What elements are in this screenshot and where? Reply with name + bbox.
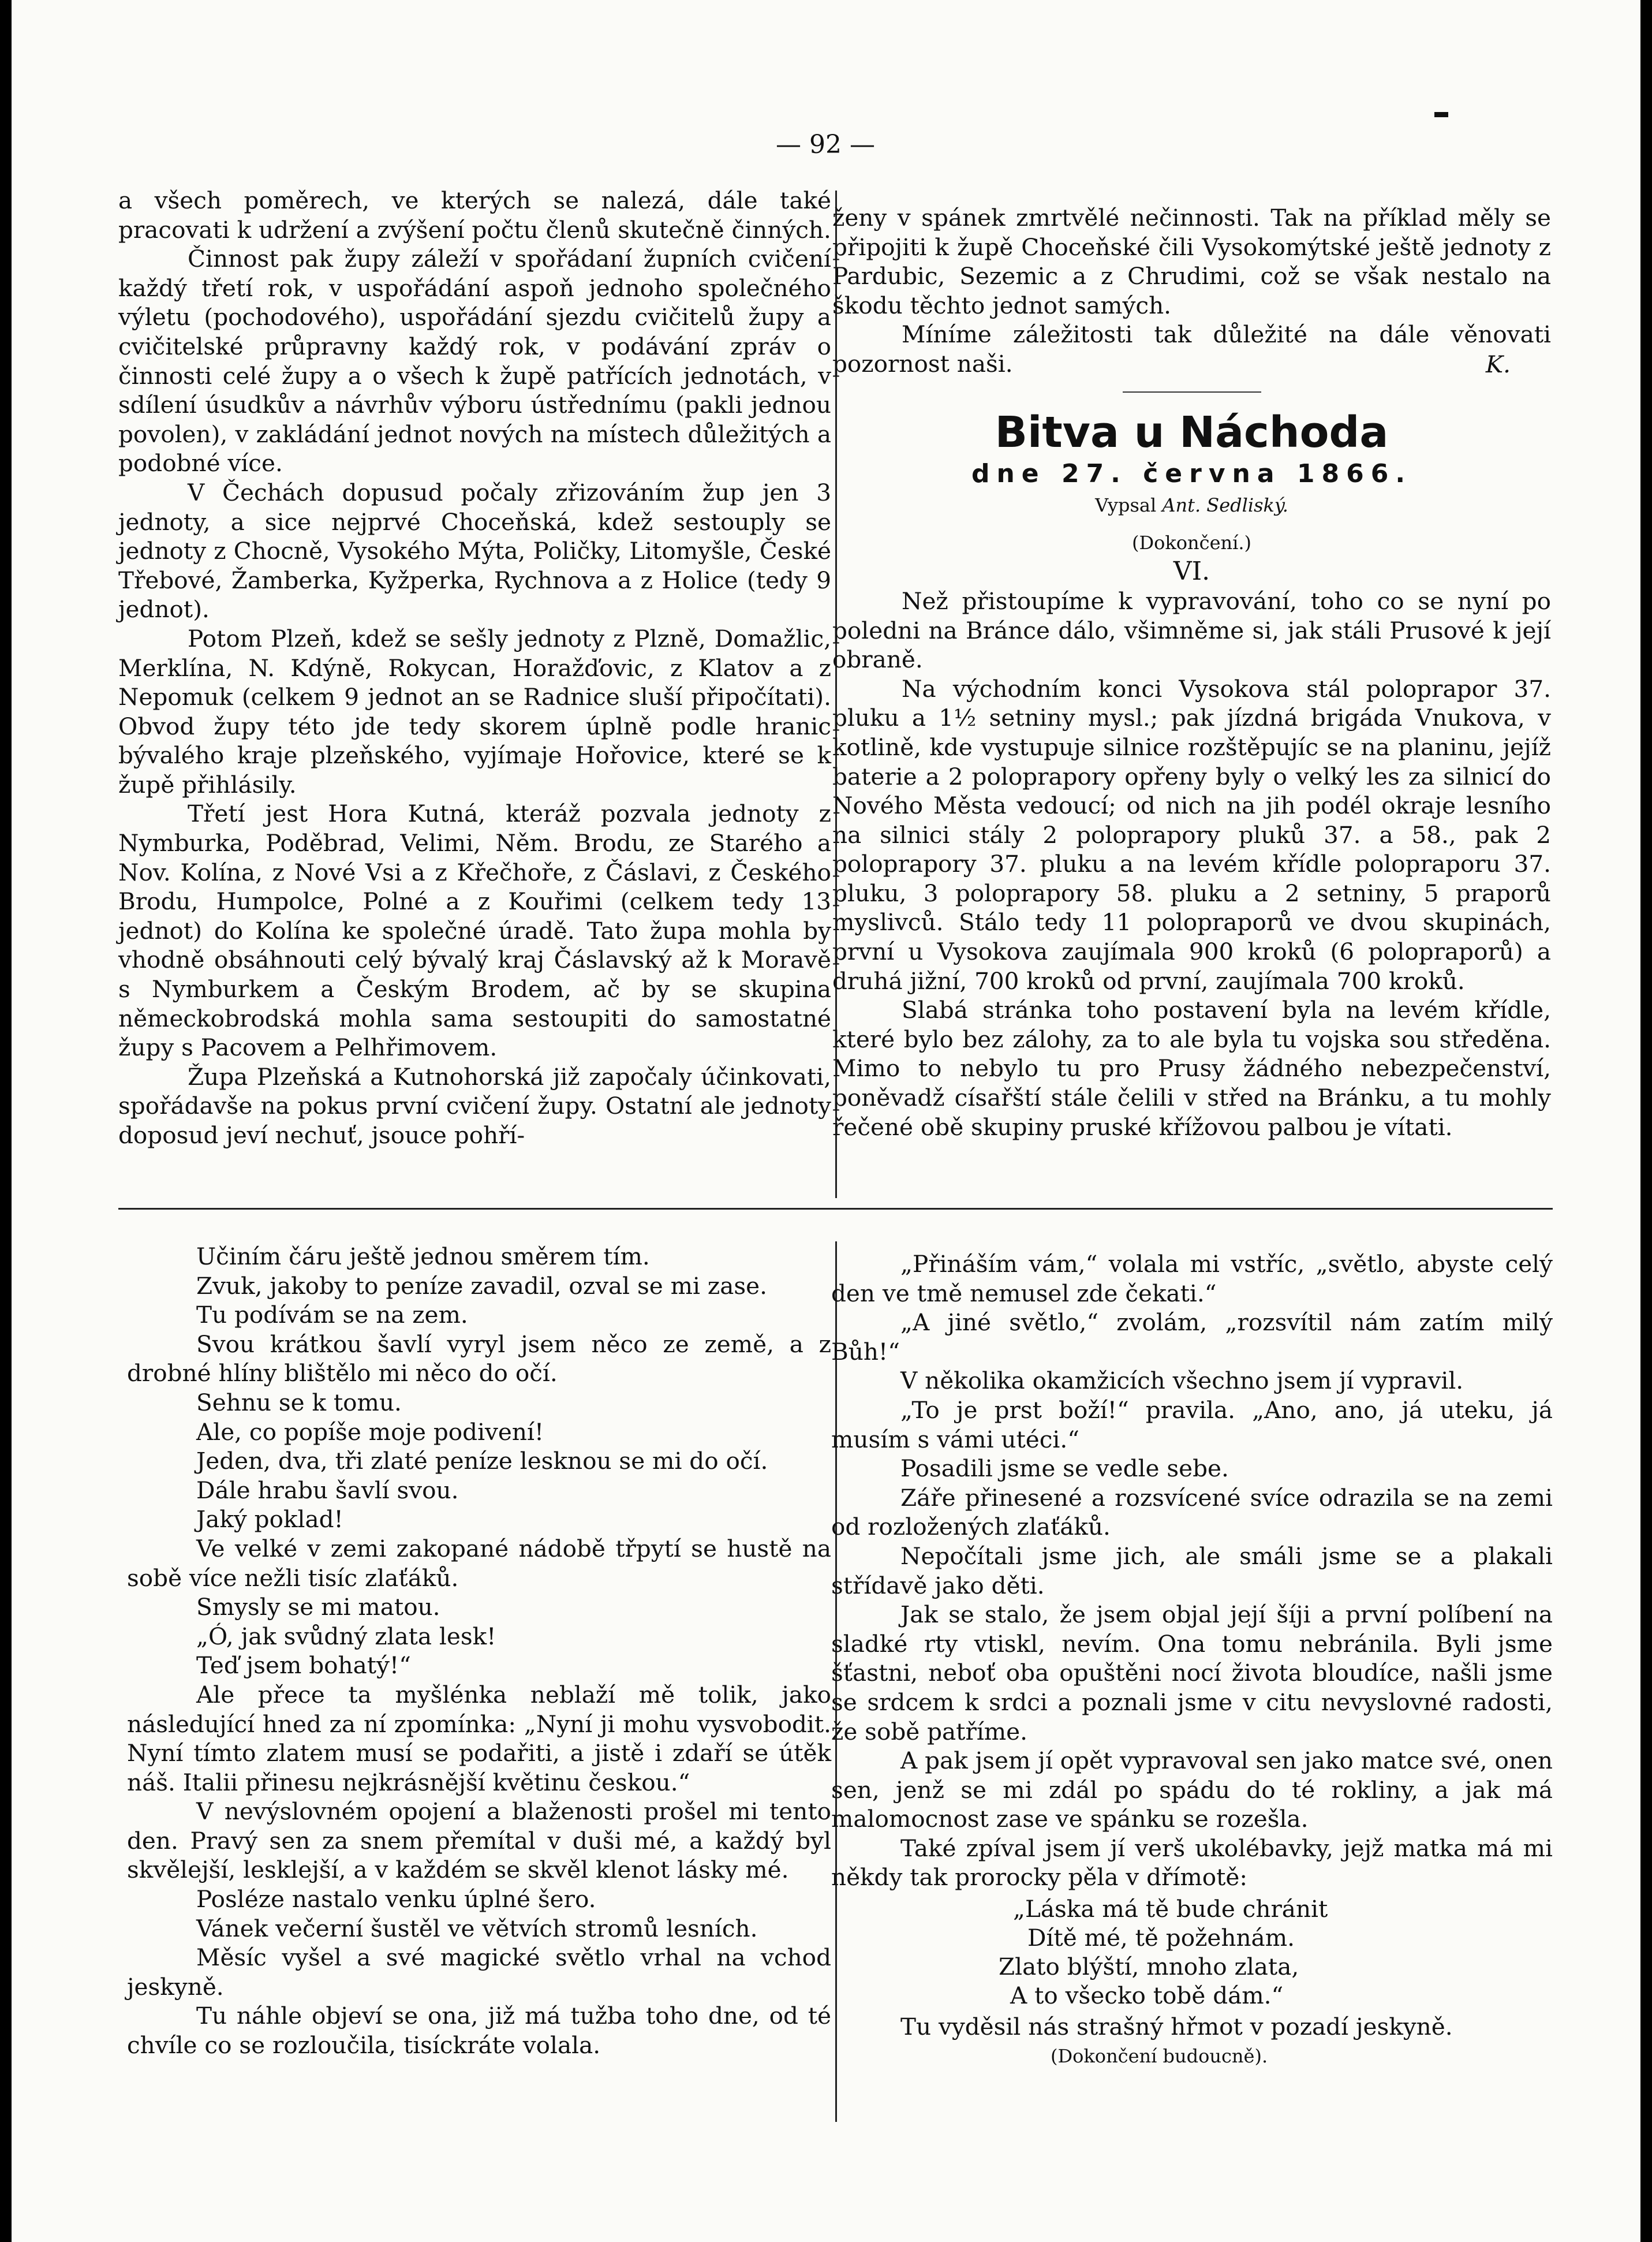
article-date: dne 27. června 1866.	[971, 459, 1412, 489]
paragraph: Měsíc vyšel a své magické světlo vrhal na vchod jeskyně.	[127, 1943, 831, 2001]
paragraph: Ale přece ta myšlénka neblaží mě tolik, jako následující hned za ní zpomínka: „Nyní ji mohu vysvobodit. Nyní tímto zlatem musí se podařiti, a jistě i zdaří se útěk náš. Italii přinesu nejkrásnější květinu českou.“	[127, 1680, 831, 1796]
paragraph: Tu náhle objeví se ona, již má tužba toho dne, od té chvíle co se rozloučila, tisíckráte volala.	[127, 2002, 831, 2060]
paragraph: Zvuk, jakoby to peníze zavadil, ozval se mi zase.	[196, 1271, 767, 1300]
paragraph: Smysly se mi matou.	[196, 1593, 440, 1621]
byline-prefix: Vypsal	[1095, 494, 1157, 517]
paragraph: „Ó, jak svůdný zlata lesk!	[196, 1622, 496, 1650]
paragraph: Posadili jsme se vedle sebe.	[900, 1454, 1229, 1483]
paragraph: Ve velké v zemi zakopané nádobě třpytí se hustě na sobě více nežli tisíc zlaťáků.	[127, 1534, 831, 1592]
paragraph: Vánek večerní šustěl ve větvích stromů lesních.	[196, 1914, 758, 1942]
signature: K.	[1485, 350, 1511, 378]
top-left-column	[118, 186, 831, 1150]
paragraph: Záře přinesené a rozsvícené svíce odrazila se na zemi od rozložených zlaťáků.	[831, 1483, 1553, 1541]
paragraph: Jeden, dva, tři zlaté peníze lesknou se mi do očí.	[196, 1447, 768, 1475]
paragraph: V Čechách dopusud počaly zřizováním žup jen 3 jednoty, a sice nejprvé Choceňská, kdež sestouply se jednoty z Chocně, Vysokého Mýta, Poličky, Litomyšle, České Třebové, Žamberka, Kyžperka, Rychnova a z Holice (tedy 9 jednot).	[118, 478, 831, 624]
paragraph: ženy v spánek zmrtvělé nečinnosti. Tak na příklad měly se připojiti k župě Choceňské čili Vysokomýtské ještě jednoty z Pardubic, Sezemic a z Chrudimi, což se však nestalo na škodu těchto jednot samých.	[832, 204, 1551, 319]
byline-author: Ant. Sedliský.	[1162, 494, 1288, 517]
article-title: Bitva u Náchoda	[995, 408, 1389, 458]
paragraph: a všech poměrech, ve kterých se nalezá, dále také pracovati k udržení a zvýšení počtu členů skutečně činných.	[118, 186, 831, 244]
byline	[832, 491, 1551, 520]
paragraph: „A jiné světlo,“ zvolám, „rozsvítil nám zatím milý Bůh!“	[831, 1308, 1553, 1366]
newspaper-page	[12, 0, 1640, 2242]
poem-line: Zlato blýští, mnoho zlata,	[999, 1953, 1299, 1981]
ink-mark	[1434, 112, 1448, 117]
paragraph: „To je prst boží!“ pravila. „Ano, ano, já uteku, já musím s vámi utéci.“	[831, 1396, 1553, 1453]
paragraph: Potom Plzeň, kdež se sešly jednoty z Plzně, Domažlic, Merklína, N. Kdýně, Rokycan, Horažďovic, z Klatov a z Nepomuk (celkem 9 jednot an se Radnice sluší připočítati). Obvod župy této jde tedy skorem úplně podle hranic bývalého kraje plzeňského, vyjímaje Hořovice, které se k župě přihlásily.	[118, 624, 831, 799]
paragraph: Posléze nastalo venku úplné šero.	[196, 1885, 596, 1913]
paragraph: Tu podívám se na zem.	[196, 1301, 468, 1329]
poem-line: „Láska má tě bude chránit	[1013, 1895, 1328, 1923]
paragraph: Teď jsem bohatý!“	[196, 1651, 411, 1680]
paragraph: Než přistoupíme k vypravování, toho co se nyní po poledni na Bránce dálo, všimněme si, jak stáli Prusové k její obraně.	[832, 587, 1551, 674]
paragraph: Sehnu se k tomu.	[196, 1388, 402, 1416]
paragraph: A pak jsem jí opět vypravoval sen jako matce své, onen sen, jenž se mi zdál po spádu do té rokliny, a jak má malomocnost zase ve spánku se rozešla.	[831, 1747, 1553, 1833]
paragraph: Dále hrabu šavlí svou.	[196, 1476, 459, 1504]
paragraph: Slabá stránka toho postavení byla na levém křídle, které bylo bez zálohy, za to ale byla tu vojska sou středěna. Mimo to nebylo tu pro Prusy žádného nebezpečenství, poněvadž císařští stále čelili v střed na Bránku, a tu mohly řečené obě skupiny pruské křížovou palbou je vítati.	[832, 996, 1551, 1141]
paragraph: Nepočítali jsme jich, ale smáli jsme se a plakali střídavě jako děti.	[831, 1542, 1553, 1599]
feuilleton-divider	[118, 1208, 1553, 1210]
paragraph: Svou krátkou šavlí vyryl jsem něco ze země, a z drobné hlíny blištělo mi něco do očí.	[127, 1330, 831, 1387]
paragraph: V nevýslovném opojení a blaženosti prošel mi tento den. Pravý sen za snem přemítal v duši mé, a každý byl skvělejší, lesklejší, a v každém se skvěl klenot lásky mé.	[127, 1797, 831, 1884]
section-divider	[1123, 391, 1261, 393]
paragraph: Na východním konci Vysokova stál poloprapor 37. pluku a 1½ setniny mysl.; pak jízdná brigáda Vnukova, v kotlině, kde vystupuje silnice rozštěpujíc se na planinu, jejíž baterie a 2 poloprapory opřeny byly o velký les za silnicí do Nového Města vedoucí; od nich na jih podél okraje lesního na silnici stály 2 poloprapory pluků 37. a 58., pak 2 poloprapory 37. pluku a na levém křídle polopraporu 37. pluku, 3 poloprapory 58. pluku a 2 setniny, 5 praporů myslivců. Stálo tedy 11 polopraporů ve dvou skupinách, první u Vysokova zaujímala 900 kroků (6 polopraporů) a druhá jižní, 700 kroků od první, zaujímala 700 kroků.	[832, 674, 1551, 995]
page-number: — 92 —	[776, 130, 875, 159]
paragraph: Také zpíval jsem jí verš ukolébavky, jejž matka má mi někdy tak prorocky pěla v dřímotě:	[831, 1834, 1553, 1892]
bottom-right-column	[831, 1249, 1553, 2071]
to-be-continued: (Dokončení budoucně).	[1051, 2045, 1268, 2067]
paragraph: Učiním čáru ještě jednou směrem tím.	[196, 1243, 650, 1270]
paragraph: V několika okamžicích všechno jsem jí vypravil.	[900, 1367, 1464, 1395]
continued-label: (Dokončení.)	[1131, 531, 1252, 554]
paragraph: Ale, co popíše moje podivení!	[196, 1417, 544, 1446]
paragraph: Tu vyděsil nás strašný hřmot v pozadí jeskyně.	[900, 2013, 1453, 2041]
paragraph: Jaký poklad!	[196, 1505, 343, 1534]
paragraph: Župa Plzeňská a Kutnohorská již započaly účinkovati, spořádavše na pokus první cvičení župy. Ostatní ale jednoty doposud jeví nechuť, jsouce pohří-	[118, 1062, 831, 1149]
paragraph-text: Míníme záležitosti tak důležité na dále věnovati pozornost naši.	[832, 320, 1551, 378]
lullaby-poem	[831, 1894, 1553, 2010]
closing-paragraph	[832, 320, 1551, 378]
chapter-number: VI.	[1173, 557, 1210, 587]
bottom-left-column	[127, 1242, 831, 2060]
top-right-column	[832, 203, 1551, 1141]
paragraph: Třetí jest Hora Kutná, kteráž pozvala jednoty z Nymburka, Poděbrad, Velimi, Něm. Brodu, ze Starého a Nov. Kolína, z Nové Vsi a z Křečhoře, z Čáslavi, z Českého Brodu, Humpolce, Polné a z Kouřimi (celkem tedy 13 jednot) do Kolína ke společné úradě. Tato župa mohla by vhodně obsáhnouti celý bývalý kraj Čáslavský až k Moravě s Nymburkem a Českým Brodem, ač by se skupina německobrodská mohla sama sestoupiti do samostatné župy s Pacovem a Pelhřimovem.	[118, 800, 831, 1062]
poem-line: A to všecko tobě dám.“	[1010, 1982, 1284, 2010]
paragraph: Činnost pak župy záleží v spořádaní župních cvičení každý třetí rok, v uspořádání aspoň jednoho společného výletu (pochodového), uspořádání sjezdu cvičitelů župy a cvičitelské průpravny každý rok, v podávání zpráv o činnosti celé župy a o všech k župě patřících jednotách, v sdílení úsudkův a návrhův výboru ústřednímu (pakli jednou povolen), v zakládání jednot nových na místech důležitých a podobné více.	[118, 245, 831, 478]
poem-line: Dítě mé, tě požehnám.	[1027, 1924, 1295, 1952]
paragraph: Jak se stalo, že jsem objal její šíji a první políbení na sladké rty vtiskl, nevím. Ona tomu nebránila. Byli jsme šťastni, neboť oba opuštěni nocí života bloudíce, našli jsme se srdcem k srdci a poznali jsme v citu nevyslovné radosti, že sobě patříme.	[831, 1601, 1553, 1745]
paragraph: „Přináším vám,“ volala mi vstříc, „světlo, abyste celý den ve tmě nemusel zde čekati.“	[831, 1250, 1553, 1307]
